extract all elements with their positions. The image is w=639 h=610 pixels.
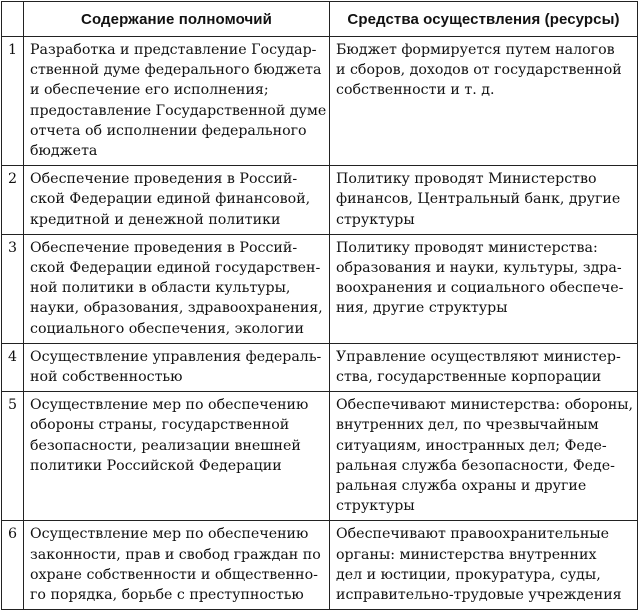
cell-text-line: Политику проводят Министерство [336, 171, 597, 188]
cell-text-line: обороны страны, государственной [30, 417, 290, 434]
row-number-cell: 1 [2, 37, 24, 166]
means-resources-cell [330, 392, 638, 521]
cell-text-line: Политику проводят министерства: [336, 239, 598, 256]
cell-text-line: науки, образования, здравоохранения, [30, 300, 323, 317]
cell-text-line: ства, государственные корпорации [336, 369, 602, 386]
row-number-cell: 5 [2, 392, 24, 521]
cell-text-line: политики Российской Федерации [30, 457, 282, 474]
cell-text-line: ственной думе федерального бюджета [30, 62, 322, 79]
table-row [2, 392, 638, 521]
cell-text-line: дел и юстиции, прокуратура, суды, [336, 566, 601, 583]
means-resources-cell [330, 521, 638, 610]
cell-text-line: структуры [336, 211, 415, 228]
cell-text-line: ной собственностью [30, 369, 183, 386]
cell-text-line: бюджета [30, 143, 98, 160]
cell-text-line: Обеспечение проведения в Россий- [30, 171, 298, 188]
table-row [2, 234, 638, 343]
means-resources-cell [330, 37, 638, 166]
cell-text-line: ральная служба безопасности, Феде- [336, 457, 615, 474]
cell-text-line: ния, другие структуры [336, 300, 508, 317]
cell-text-line: воохранения и социального обеспече- [336, 280, 624, 297]
table-row [2, 343, 638, 391]
cell-text-line: ральная служба охраны и другие [336, 478, 587, 495]
cell-text-line: Разработка и представление Государ- [30, 42, 317, 58]
powers-content-cell [24, 166, 330, 235]
powers-content-cell [24, 521, 330, 610]
powers-content-cell [24, 37, 330, 166]
cell-text-line: органы: министерства внутренних [336, 546, 597, 563]
cell-text-line: финансов, Центральный банк, другие [336, 191, 621, 208]
header-content-cell: Содержание полномочий [24, 2, 330, 37]
cell-text-line: го порядка, борьбе с преступностью [30, 587, 304, 604]
cell-text-line: охране собственности и общественно- [30, 566, 318, 583]
table-row [2, 37, 638, 166]
cell-text-line: законности, прав и свобод граждан по [30, 546, 321, 563]
row-number-cell: 4 [2, 343, 24, 391]
header-row [2, 2, 638, 37]
cell-text-line: отчета об исполнении федерального [30, 122, 307, 139]
cell-text-line: структуры [336, 498, 415, 515]
cell-text-line: образования и науки, культуры, здра- [336, 260, 622, 277]
powers-table [1, 1, 638, 610]
cell-text-line: кредитной и денежной политики [30, 211, 281, 228]
cell-text-line: предоставление Государственной думе [30, 102, 326, 119]
table-row [2, 166, 638, 235]
cell-text-line: Обеспечивают министерства: обороны, [336, 397, 634, 414]
means-resources-cell [330, 234, 638, 343]
cell-text-line: Осуществление мер по обеспечению [30, 397, 309, 414]
cell-text-line: ской Федерации единой финансовой, [30, 191, 311, 208]
powers-content-cell [24, 343, 330, 391]
cell-text-line: и обеспечение его исполнения; [30, 82, 269, 99]
cell-text-line: исправительно-трудовые учреждения [336, 587, 622, 604]
cell-text-line: Осуществление управления федераль- [30, 348, 322, 365]
powers-content-cell [24, 234, 330, 343]
row-number-cell: 3 [2, 234, 24, 343]
cell-text-line: социального обеспечения, экологии [30, 320, 304, 337]
header-means-cell: Средства осуществления (ресурсы) [330, 2, 638, 37]
means-resources-cell [330, 343, 638, 391]
powers-content-cell [24, 392, 330, 521]
means-resources-cell [330, 166, 638, 235]
cell-text-line: Обеспечивают правоохранительные [336, 526, 610, 543]
row-number-cell: 6 [2, 521, 24, 610]
cell-text-line: собственности и т. д. [336, 82, 495, 99]
cell-text-line: Осуществление мер по обеспечению [30, 526, 309, 543]
cell-text-line: ной политики в области культуры, [30, 280, 291, 297]
cell-text-line: безопасности, реализации внешней [30, 437, 301, 454]
header-num-cell [2, 2, 24, 37]
cell-text-line: внутренних дел, по чрезвычайным [336, 417, 599, 434]
cell-text-line: Обеспечение проведения в Россий- [30, 239, 298, 256]
cell-text-line: и сборов, доходов от государственной [336, 62, 622, 79]
table-body [2, 37, 638, 610]
cell-text-line: ской Федерации единой государствен- [30, 260, 321, 277]
cell-text-line: Бюджет формируется путем налогов [336, 42, 615, 58]
row-number-cell: 2 [2, 166, 24, 235]
table-row [2, 521, 638, 610]
cell-text-line: Управление осуществляют министер- [336, 348, 621, 365]
cell-text-line: ситуациям, иностранных дел; Феде- [336, 437, 607, 454]
